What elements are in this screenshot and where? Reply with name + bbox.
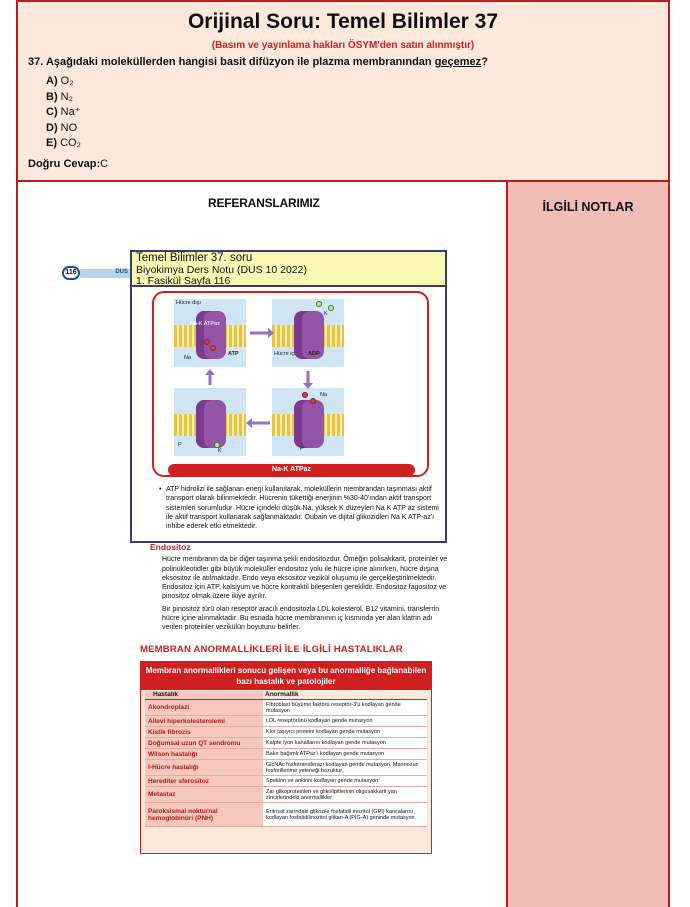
table-row <box>145 787 427 803</box>
option-e[interactable] <box>46 136 81 152</box>
question-title: Orijinal Soru: Temel Bilimler 37 <box>187 10 499 33</box>
disease-cell: Kistik fibrozis <box>145 727 263 737</box>
table-row <box>145 738 427 749</box>
table-row <box>145 776 427 787</box>
question-subtitle: (Basım ve yayınlama hakları ÖSYM'den satın alınmıştır) <box>211 40 475 51</box>
abnormality-cell: Klor taşıyıcı proteini kodlayan gende mutasyon <box>263 727 427 737</box>
options-list <box>46 74 81 152</box>
option-text: O₂ <box>60 75 74 87</box>
option-c[interactable] <box>46 105 81 121</box>
figure-bullet-text: • ATP hidrolizi ile sağlanan enerji kullanılarak, moleküllerin membrandan taşınması aktif transport olarak bilinmektedir. Hücrenin tükettiği enerjinin %30-40'ından aktif transport sistemleri sorumludur. Hücre içindeki düşük Na, yüksek K düzeyleri Na K ATP az sistemi ile aktif transport kullanarak sağlanmaktadır. Oubain ve dijital glikozidleri Na K ATP-az'ı inhibe ederek etki etmektedir. <box>166 485 442 531</box>
abnormality-cell: Fibroblast büyüme faktörü reseptör-3'ü kodlayan gende mutasyon <box>263 700 427 715</box>
k-label: K <box>324 311 328 317</box>
membrane-disease-table <box>140 661 432 854</box>
option-letter: E) <box>46 137 57 149</box>
column-header-abnormality: Anormallik <box>265 691 299 698</box>
references-column <box>18 182 506 907</box>
answer-value: C <box>100 158 109 170</box>
endocytosis-heading: Endositoz <box>150 542 191 552</box>
figure-frame <box>130 287 447 543</box>
abnormality-cell: GlcNAc fosfotransferazı kodlayan gende mutasyon. Mannozun fosforillenme yeteneği bozuktur. <box>263 760 427 775</box>
p-label: P <box>300 446 304 452</box>
na-k-pump-figure <box>152 291 429 477</box>
ref-line-2: Biyokimya Ders Notu (DUS 10 2022) <box>136 263 307 276</box>
question-stem <box>28 56 488 68</box>
table-row <box>145 749 427 760</box>
endocytosis-paragraph-1: Hücre membranın da bir diğer taşınma şekli endositozdur. Ömeğin polisakkarit, proteinler ve polinükleotidler gibi büyük moleküller endositoz yolu ile hücre içine alınırken, hücre dışına eksositoz ile atılmaktadır. Endo veya eksositoz vezikül oluşumu ile gerçekleştirilmektedir. Endositoz için ATP, kalsiyum ve hücre kontraktil bileşenleri gereklidir. Endositoz fagositoz ve pinositoz olmak üzere ikiye ayrılır. <box>162 556 448 601</box>
table-header-row <box>145 691 427 700</box>
reference-source-box <box>130 250 447 287</box>
membrane-section-title: MEMBRAN ANORMALLİKLERİ İLE İLGİLİ HASTALIKLAR <box>140 644 403 655</box>
stem-prefix: 37. Aşağıdaki moleküllerden hangisi basit difüzyon ile plazma membranından <box>28 56 435 68</box>
option-d[interactable] <box>46 121 81 137</box>
notes-column <box>506 182 668 907</box>
notes-title: İLGİLİ NOTLAR <box>542 200 634 214</box>
abnormality-cell: Zar glikoproteinleri ve glikolipitlerinin oligosakkarit yan zincirlerindeki anormallikler <box>263 787 427 802</box>
cycle-arrows <box>154 293 431 479</box>
disease-cell: Doğumsal uzun QT sendromu <box>145 738 263 748</box>
page-number-badge: 116 <box>62 266 80 280</box>
table-row <box>145 803 427 827</box>
column-header-disease: Hastalık <box>145 691 263 699</box>
option-text: CO₂ <box>60 137 81 149</box>
endocytosis-section <box>150 543 450 636</box>
disease-cell: Metastaz <box>145 787 263 802</box>
abnormality-cell: Eritrosit zarındaki glikozile fosfatidil inozitol (GPI) kancalarını kodlayan fosfatidilinozitol glikan-A (PIG-A) geninde mutasyon <box>263 803 427 826</box>
page-strip: DUS <box>80 269 130 278</box>
arrowhead <box>246 418 252 428</box>
atp-label: ATP <box>228 351 239 357</box>
stem-suffix: ? <box>481 56 488 68</box>
na-label: Na <box>184 355 192 361</box>
na-label: Na <box>320 392 328 398</box>
arrowhead <box>268 328 274 338</box>
answer-label: Doğru Cevap: <box>28 158 101 170</box>
arrowhead <box>205 369 215 375</box>
ref-line-3: 1. Fasikül Sayfa 116 <box>136 275 231 287</box>
enzyme-label: Na-K ATPaz <box>190 321 220 327</box>
table-row <box>145 716 427 727</box>
p-label: P <box>178 442 182 448</box>
correct-answer <box>28 158 108 170</box>
disease-cell: Akondroplazi <box>145 700 263 715</box>
abnormality-cell: Bakır bağımlı ATPaz'ı kodlayan gende mutasyon <box>263 749 427 759</box>
arrowhead <box>303 383 313 389</box>
k-label: K <box>218 448 222 454</box>
table-row <box>145 727 427 738</box>
disease-cell: I-Hücre hastalığı <box>145 760 263 775</box>
option-b[interactable] <box>46 90 81 106</box>
references-title: REFERANSLARIMIZ <box>208 196 320 210</box>
option-letter: B) <box>46 90 58 103</box>
table-title: Membran anormallikleri sonucu gelişen veya bu anormalliğe bağlanabilen bazı hastalık ve patolojiler <box>141 662 431 690</box>
ref-line-1: Temel Bilimler 37. soru <box>136 252 253 264</box>
adp-label: ADP <box>308 351 320 357</box>
table-body <box>141 700 431 827</box>
disease-cell: Wilson hastalığı <box>145 749 263 759</box>
table-row <box>145 760 427 776</box>
option-letter: C) <box>46 106 58 118</box>
endocytosis-paragraph-2: Bir pinositoz türü olan reseptör aracılı endositozla LDL kolesterol, B12 vitamini, transferrin hücre içine alınmaktadır. Bu esnada hücre membranının iç kısmında yer alan klatrin adı verilen proteinler vezikülün boyutunu belirler. <box>162 605 440 632</box>
abnormality-cell: Spektrin ve ankirini kodlayan gende mutasyon <box>263 776 427 786</box>
option-letter: A) <box>46 75 58 87</box>
question-section <box>18 2 668 182</box>
abnormality-cell: Kalpte iyon kanallarını kodlayan gende mutasyon <box>263 738 427 748</box>
page-frame <box>16 0 670 907</box>
disease-cell: Paroksismal nokturnal hemoglobinüri (PNH) <box>145 803 263 826</box>
table-row <box>145 700 427 716</box>
disease-cell: Ailevi hiperkolesterolemi <box>145 716 263 726</box>
outside-label: Hücre dışı <box>176 300 202 306</box>
option-text: N₂ <box>60 90 73 103</box>
option-text: Na⁺ <box>60 106 81 118</box>
inside-label: Hücre içi <box>274 351 296 357</box>
option-a[interactable] <box>46 74 81 90</box>
na-k-atpaz-bar: Na-K ATPaz <box>168 464 415 476</box>
abnormality-cell: LDL reseptörünü kodlayan gende mutasyon <box>263 716 427 726</box>
option-text: NO <box>60 121 78 134</box>
option-letter: D) <box>46 121 58 134</box>
stem-underlined: geçemez <box>434 56 482 68</box>
disease-cell: Herediter sferositoz <box>145 776 263 786</box>
